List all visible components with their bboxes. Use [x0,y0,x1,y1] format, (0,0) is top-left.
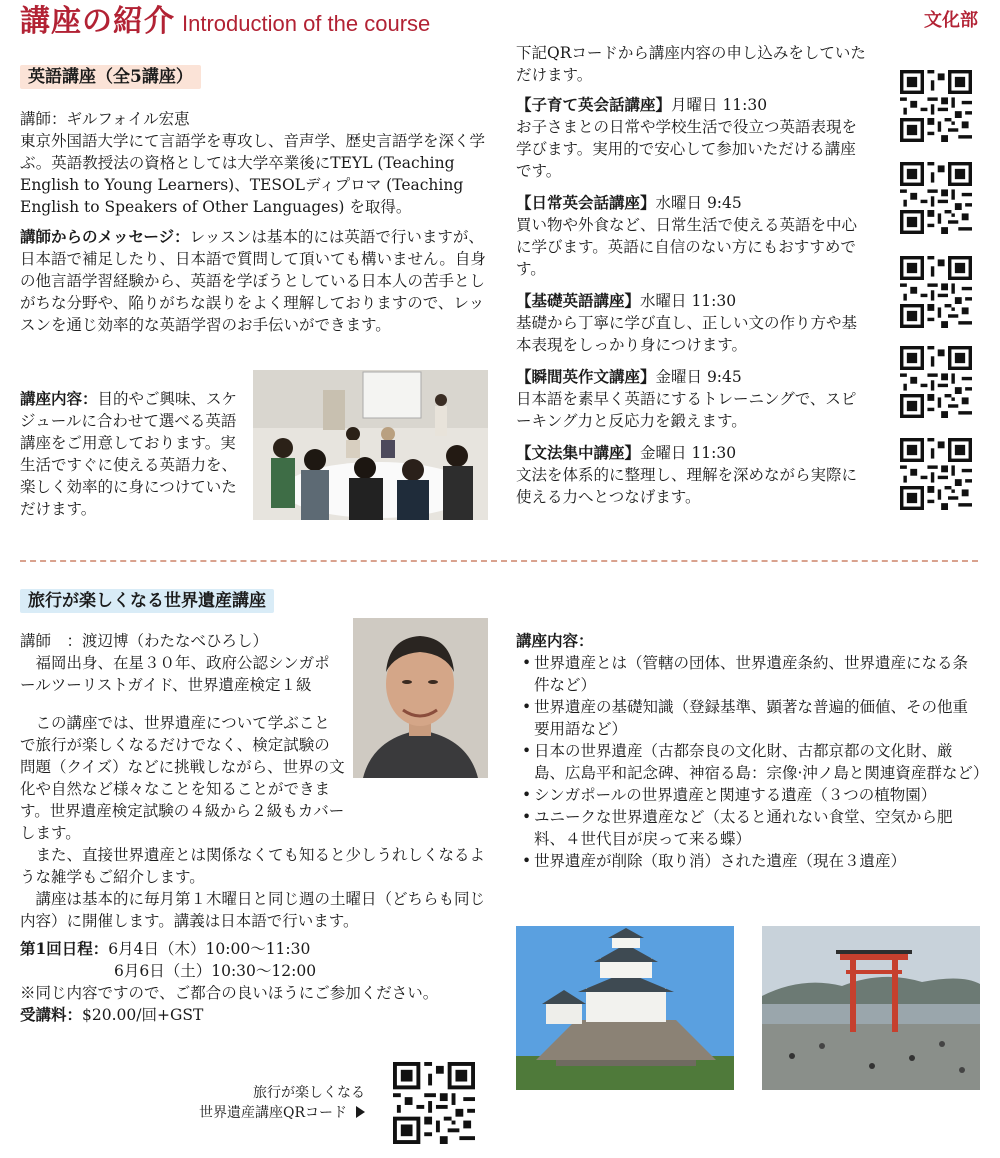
first-session-label: 第1回日程： [20,939,109,958]
course-item [516,94,868,182]
message-text: レッスンは基本的には英語で行いますが、日本語で補足したり、日本語で質問して頂いても構いません。自身の他言語学習経験から、英語を学ぼうとしている日本人の苦手としがちな分野や、陥りがちな誤りをよく理解しておりますので、レッスンを通じ効率的な英語学習のお手伝いができます。 [20,228,486,334]
list-item: • 世界遺産とは（管轄の団体、世界遺産条約、世界遺産になる条件など） [516,652,982,696]
heritage-instructor-block [20,630,345,704]
qr-code-icon[interactable] [900,346,972,418]
qr-code-icon[interactable] [900,162,972,234]
english-instructor-name: 講師：ギルフォイル宏恵 [20,110,190,128]
page-title: 講座の紹介 [20,4,175,39]
course-desc: 日本語を素早く英語にするトレーニングで、スピーキング力と反応力を鍛えます。 [516,390,857,430]
qr-caption-line-1: 旅行が楽しくなる [253,1085,365,1101]
course-item [516,442,868,508]
english-content-text [20,388,246,520]
english-instructor-bio: 東京外国語大学にて言語学を専攻し、音声学、歴史言語学を深く学ぶ。英語教授法の資格としては大学卒業後にTEYL (Teaching English to Young Learners)、TESOLディプロマ (Teaching English to Speakers of Other Languages) を取得。 [20,132,486,216]
english-section-heading [20,64,201,90]
course-name: 【基礎英語講座】 [516,291,641,310]
department-label: 文化部 [924,10,978,31]
course-schedule: 水曜日 9:45 [655,194,742,212]
session-note: ※同じ内容ですので、ご都合の良いほうにご参加ください。 [20,984,439,1002]
course-desc: 文法を体系的に整理し、理解を深めながら実際に使える力へとつなげます。 [516,466,858,506]
list-item: • ユニークな世界遺産など（太ると通れない食堂、空気から肥料、４世代目が戻って来る蝶） [516,806,982,850]
english-instructor-block [20,108,490,344]
list-item: • 日本の世界遺産（古都奈良の文化財、古都京都の文化財、厳島、広島平和記念碑、神宿る島：宗像·沖ノ島と関連資産群など） [516,740,982,784]
heritage-instructor-name: 講師 ：渡辺博（わたなべひろし） [20,632,269,650]
course-name: 【子育て英会話講座】 [516,95,672,114]
list-item: • 世界遺産の基礎知識（登録基準、顕著な普遍的価値、その他重要用語など） [516,696,982,740]
heritage-para-3: 講座は基本的に毎月第１木曜日と同じ週の土曜日（どちらも同じ内容）に開催します。講義は日本語で行います。 [20,890,486,930]
qr-caption-line-2: 世界遺産講座QRコード [198,1105,347,1121]
course-name: 【文法集中講座】 [516,443,641,462]
english-instructor-message [20,226,490,336]
fee-label: 受講料： [20,1005,83,1024]
itsukushima-torii-photo [762,926,980,1090]
course-schedule: 金曜日 11:30 [640,444,737,462]
heritage-para-1: この講座では、世界遺産について学ぶことで旅行が楽しくなるだけでなく、検定試験の問題（クイズ）などに挑戦しながら、世界の文化や自然など様々なことを知ることができます。世界遺産検定試験の４級から２級もカバーします。 [20,714,345,842]
qr-code-icon[interactable] [900,70,972,142]
content-text: 目的やご興味、スケジュールに合わせて選べる英語講座をご用意しております。実生活ですぐに使える英語力を、楽しく効率的に身につけていただけます。 [20,390,238,518]
qr-intro-text: 下記QRコードから講座内容の申し込みをしていただけます。 [516,44,866,84]
heritage-section-heading [20,588,274,614]
heritage-heading-text: 旅行が楽しくなる世界遺産講座 [20,589,274,613]
english-heading-text: 英語講座（全5講座） [20,65,201,89]
course-item [516,290,868,356]
course-name: 【瞬間英作文講座】 [516,367,656,386]
play-arrow-icon [356,1106,365,1118]
fee-line [20,1004,490,1026]
content-label: 講座内容： [20,389,98,408]
course-schedule: 水曜日 11:30 [640,292,737,310]
message-label: 講師からのメッセージ： [20,227,190,246]
heritage-qr-caption [190,1083,365,1123]
section-divider [20,560,978,562]
first-session-date-2: 6月6日（土）10:30〜12:00 [114,962,317,980]
english-courses-list [516,42,868,516]
heritage-instructor-bio: 福岡出身、在星３０年、政府公認シンガポールツーリストガイド、世界遺産検定１級 [20,654,330,694]
heritage-content-list [516,652,989,872]
course-schedule: 月曜日 11:30 [671,96,768,114]
classroom-photo [253,370,488,520]
heritage-para-2: また、直接世界遺産とは関係なくても知ると少しうれしくなるような雑学もご紹介します。 [20,846,486,886]
course-schedule: 金曜日 9:45 [655,368,742,386]
english-content-block [20,388,246,520]
course-name: 【日常英会話講座】 [516,193,656,212]
fee-value: $20.00/回+GST [82,1006,204,1024]
qr-code-icon[interactable] [393,1062,475,1144]
first-session-date-1 [20,938,490,960]
list-item: • シンガポールの世界遺産と関連する遺産（３つの植物園） [516,784,982,806]
page-title-english: Introduction of the course [182,11,431,36]
list-item: • 世界遺産が削除（取り消）された遺産（現在３遺産） [516,850,982,872]
course-item [516,192,868,280]
course-desc: 買い物や外食など、日常生活で使える英語を中心に学びます。英語に自信のない方にもおすすめです。 [516,216,858,278]
course-item [516,366,868,432]
himeji-castle-photo [516,926,734,1090]
qr-code-icon[interactable] [900,256,972,328]
heritage-content-label: 講座内容： [516,631,594,650]
course-desc: お子さまとの日常や学校生活で役立つ英語表現を学びます。実用的で安心して参加いただける講座です。 [516,118,858,180]
heritage-content-block [516,630,989,872]
qr-code-icon[interactable] [900,438,972,510]
first-session-date-text: 6月4日（木）10:00〜11:30 [108,940,311,958]
course-desc: 基礎から丁寧に学び直し、正しい文の作り方や基本表現をしっかり身につけます。 [516,314,858,354]
instructor-portrait [353,618,488,778]
